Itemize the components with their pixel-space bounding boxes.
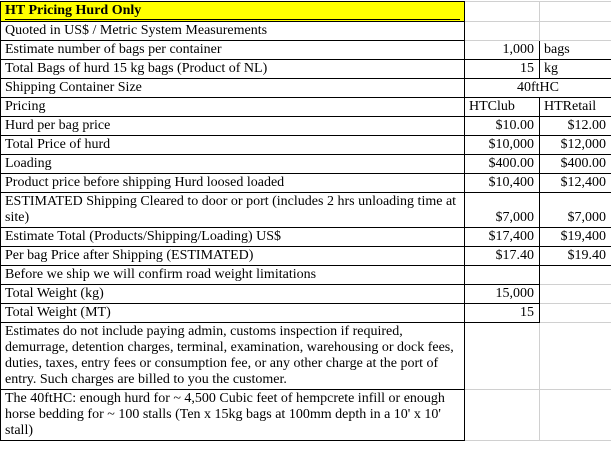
empty-cell[interactable] (540, 266, 611, 285)
estimated-shipping-htclub[interactable]: $7,000 (465, 193, 540, 228)
loading-label[interactable]: Loading (1, 155, 465, 174)
empty-cell[interactable] (540, 2, 611, 22)
table-row (1, 117, 611, 136)
per-bag-price-label[interactable]: Hurd per bag price (1, 117, 465, 136)
table-row (1, 247, 611, 266)
table-row (1, 22, 611, 41)
htclub-column-header[interactable]: HTClub (465, 98, 540, 117)
total-price-htretail[interactable]: $12,000 (540, 136, 611, 155)
kg-unit-cell[interactable]: kg (540, 60, 611, 79)
table-row (1, 136, 611, 155)
per-bag-price-htretail[interactable]: $12.00 (540, 117, 611, 136)
empty-cell[interactable] (465, 323, 540, 390)
container-capacity-note-cell[interactable]: The 40ftHC: enough hurd for ~ 4,500 Cubic feet of hempcrete infill or enough horse bedding for ~ 100 stalls (Ten x 15kg bags at 100mm depth in a 10' x 10' stall) (1, 390, 465, 441)
total-weight-mt-value[interactable]: 15 (465, 304, 540, 323)
table-row (1, 60, 611, 79)
estimates-disclaimer-cell[interactable]: Estimates do not include paying admin, customs inspection if required, demurrage, detention charges, terminal, examination, warehousing or dock fees, duties, taxes, entry fees or consumption fee, or any other charge at the port of entry. Such charges are billed to you the customer. (1, 323, 465, 390)
table-row (1, 304, 611, 323)
quoted-note-cell[interactable]: Quoted in US$ / Metric System Measurements (1, 22, 465, 41)
empty-cell[interactable] (540, 390, 611, 441)
empty-cell[interactable] (540, 22, 611, 41)
pricing-header-label[interactable]: Pricing (1, 98, 465, 117)
per-bag-after-shipping-htclub[interactable]: $17.40 (465, 247, 540, 266)
table-row (1, 390, 611, 441)
total-weight-kg-value[interactable]: 15,000 (465, 285, 540, 304)
bag-weight-label[interactable]: Total Bags of hurd 15 kg bags (Product of NL) (1, 60, 465, 79)
htretail-column-header[interactable]: HTRetail (540, 98, 611, 117)
empty-cell[interactable] (465, 22, 540, 41)
total-weight-mt-label[interactable]: Total Weight (MT) (1, 304, 465, 323)
road-weight-note-cell[interactable]: Before we ship we will confirm road weight limitations (1, 266, 465, 285)
table-row (1, 228, 611, 247)
table-row (1, 323, 611, 390)
pricing-table (0, 1, 611, 441)
container-size-label[interactable]: Shipping Container Size (1, 79, 465, 98)
estimated-shipping-label[interactable]: ESTIMATED Shipping Cleared to door or port (includes 2 hrs unloading time at site) (1, 193, 465, 228)
estimate-total-htretail[interactable]: $19,400 (540, 228, 611, 247)
estimate-total-label[interactable]: Estimate Total (Products/Shipping/Loading) US$ (1, 228, 465, 247)
bags-per-container-label[interactable]: Estimate number of bags per container (1, 41, 465, 60)
empty-cell[interactable] (465, 2, 540, 22)
loading-htretail[interactable]: $400.00 (540, 155, 611, 174)
estimated-shipping-htretail[interactable]: $7,000 (540, 193, 611, 228)
empty-cell[interactable] (540, 285, 611, 304)
loading-htclub[interactable]: $400.00 (465, 155, 540, 174)
per-bag-price-htclub[interactable]: $10.00 (465, 117, 540, 136)
table-row (1, 155, 611, 174)
empty-cell[interactable] (465, 390, 540, 441)
table-row (1, 285, 611, 304)
empty-cell[interactable] (465, 266, 540, 285)
table-row (1, 193, 611, 228)
empty-cell[interactable] (540, 304, 611, 323)
total-weight-kg-label[interactable]: Total Weight (kg) (1, 285, 465, 304)
total-price-label[interactable]: Total Price of hurd (1, 136, 465, 155)
price-before-shipping-label[interactable]: Product price before shipping Hurd loosed loaded (1, 174, 465, 193)
table-row (1, 2, 611, 22)
bag-weight-value[interactable]: 15 (465, 60, 540, 79)
container-size-value[interactable]: 40ftHC (465, 79, 611, 98)
bags-per-container-value[interactable]: 1,000 (465, 41, 540, 60)
table-row (1, 266, 611, 285)
empty-cell[interactable] (540, 323, 611, 390)
table-row (1, 79, 611, 98)
sheet-title: HT Pricing Hurd Only (5, 2, 460, 20)
title-cell[interactable] (1, 2, 465, 22)
table-row (1, 41, 611, 60)
estimate-total-htclub[interactable]: $17,400 (465, 228, 540, 247)
bags-unit-cell[interactable]: bags (540, 41, 611, 60)
per-bag-after-shipping-label[interactable]: Per bag Price after Shipping (ESTIMATED) (1, 247, 465, 266)
per-bag-after-shipping-htretail[interactable]: $19.40 (540, 247, 611, 266)
total-price-htclub[interactable]: $10,000 (465, 136, 540, 155)
table-row (1, 98, 611, 117)
table-row (1, 174, 611, 193)
price-before-shipping-htretail[interactable]: $12,400 (540, 174, 611, 193)
price-before-shipping-htclub[interactable]: $10,400 (465, 174, 540, 193)
